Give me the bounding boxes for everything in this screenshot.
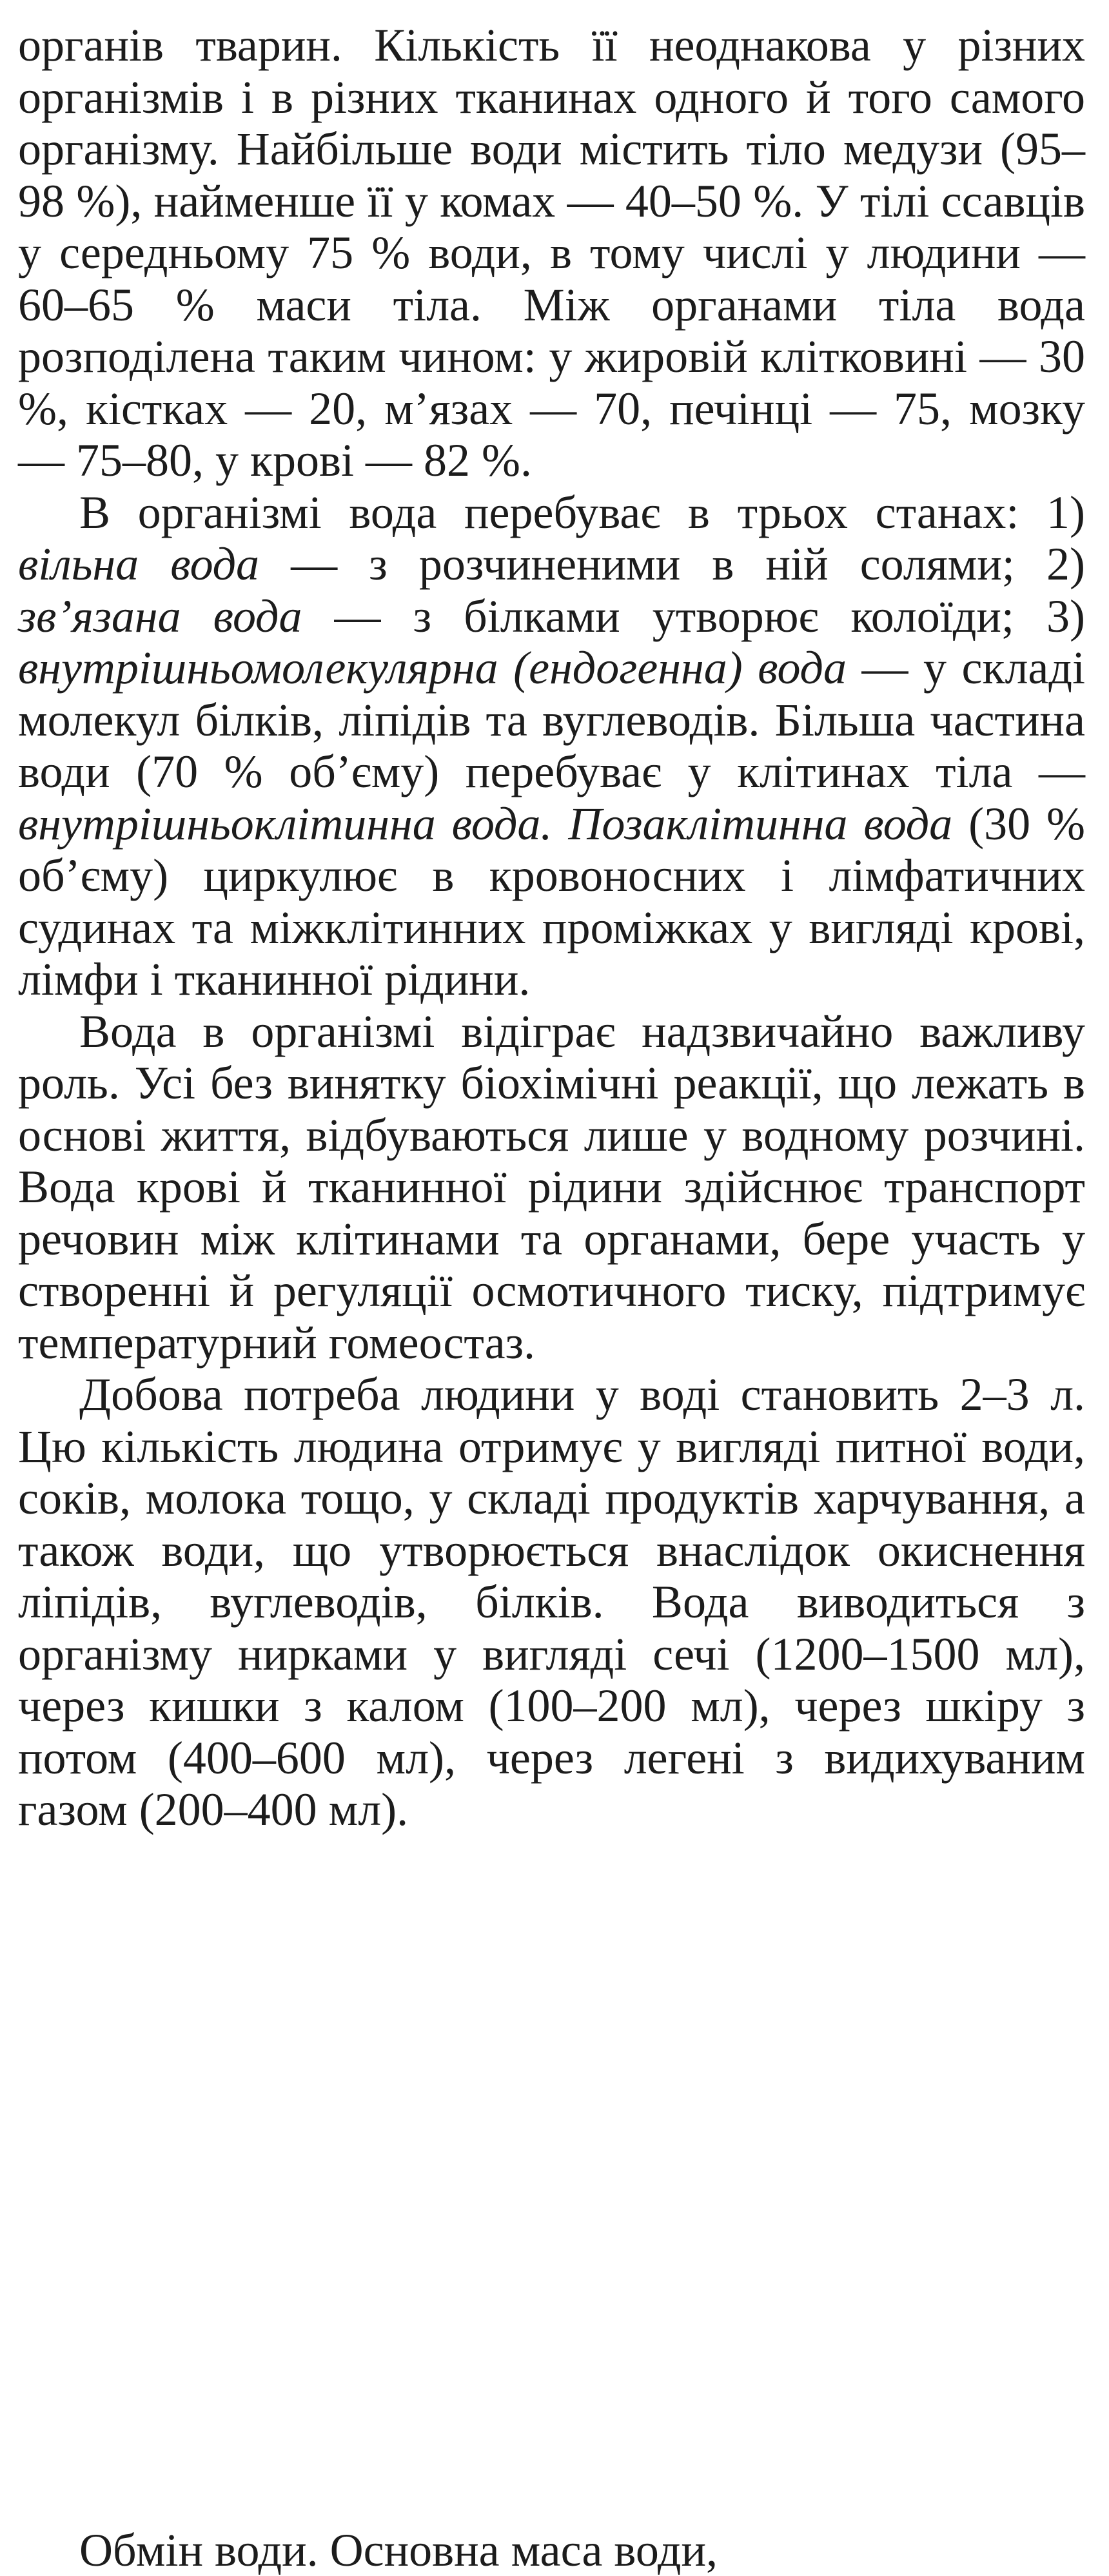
text-run: Вода в організмі відіграє надзвичайно важливу роль. Усі без винятку біохімічні реакції, що лежать в основі життя, відбуваються лише у водному розчині. Вода крові й тканинної рідини здійснює транспорт речовин між клітинами та органами, бере участь у створенні й регуляції осмотичного тиску, підтримує температурний гомеостаз. bbox=[18, 1005, 1085, 1369]
paragraph-water-states bbox=[18, 487, 1085, 1006]
paragraph-daily-need bbox=[18, 1369, 1085, 1836]
cut-off-next-line bbox=[0, 2519, 1109, 2576]
text-run: — у складі молекул білків, ліпідів та вуглеводів. Більша частина води (70 % об’єму) перебуває у клітинах тіла — bbox=[18, 642, 1085, 797]
text-run: — з білками утворює колоїди; 3) bbox=[302, 590, 1086, 642]
page-text bbox=[18, 19, 1085, 1836]
italic-term: внутрішньоклітинна вода. Позаклітинна вода bbox=[18, 797, 953, 850]
text-run: Добова потреба людини у воді становить 2–3 л. Цю кількість людина отримує у вигляді питної води, соків, молока тощо, у складі продуктів харчування, а також води, що утворюється внаслідок окиснення ліпідів, вуглеводів, білків. Вода виводиться з організму нирками у вигляді сечі (1200–1500 мл), через кишки з калом (100–200 мл), через шкіру з потом (400–600 мл), через легені з видихуваним газом (200–400 мл). bbox=[18, 1369, 1085, 1835]
text-run: (30 % об’єму) циркулює в кровоносних і лімфатичних судинах та міжклітинних проміжках у вигляді крові, лімфи і тканинної рідини. bbox=[18, 797, 1085, 1005]
paragraph-water-role bbox=[18, 1006, 1085, 1369]
italic-term: вільна вода bbox=[18, 538, 260, 590]
italic-term: внутрішньомолекулярна (ендогенна) вода bbox=[18, 642, 847, 694]
cut-off-line-text: Обмін води. Основна маса води, bbox=[79, 2524, 718, 2576]
text-run: В організмі вода перебуває в трьох станах: 1) bbox=[79, 486, 1085, 538]
italic-term: зв’язана вода bbox=[18, 590, 302, 642]
paragraph-water-content bbox=[18, 19, 1085, 487]
text-run: — з розчиненими в ній солями; 2) bbox=[259, 538, 1085, 590]
text-run: органів тварин. Кількість її неоднакова у різних організмів і в різних тканинах одного й того самого організму. Найбільше води містить тіло медузи (95–98 %), найменше її у комах — 40–50 %. У тілі ссавців у середньому 75 % води, в тому числі у людини — 60–65 % маси тіла. Між органами тіла вода розподілена таким чином: у жировій клітковині — 30 %, кістках — 20, м’язах — 70, печінці — 75, мозку — 75–80, у крові — 82 %. bbox=[18, 19, 1085, 486]
